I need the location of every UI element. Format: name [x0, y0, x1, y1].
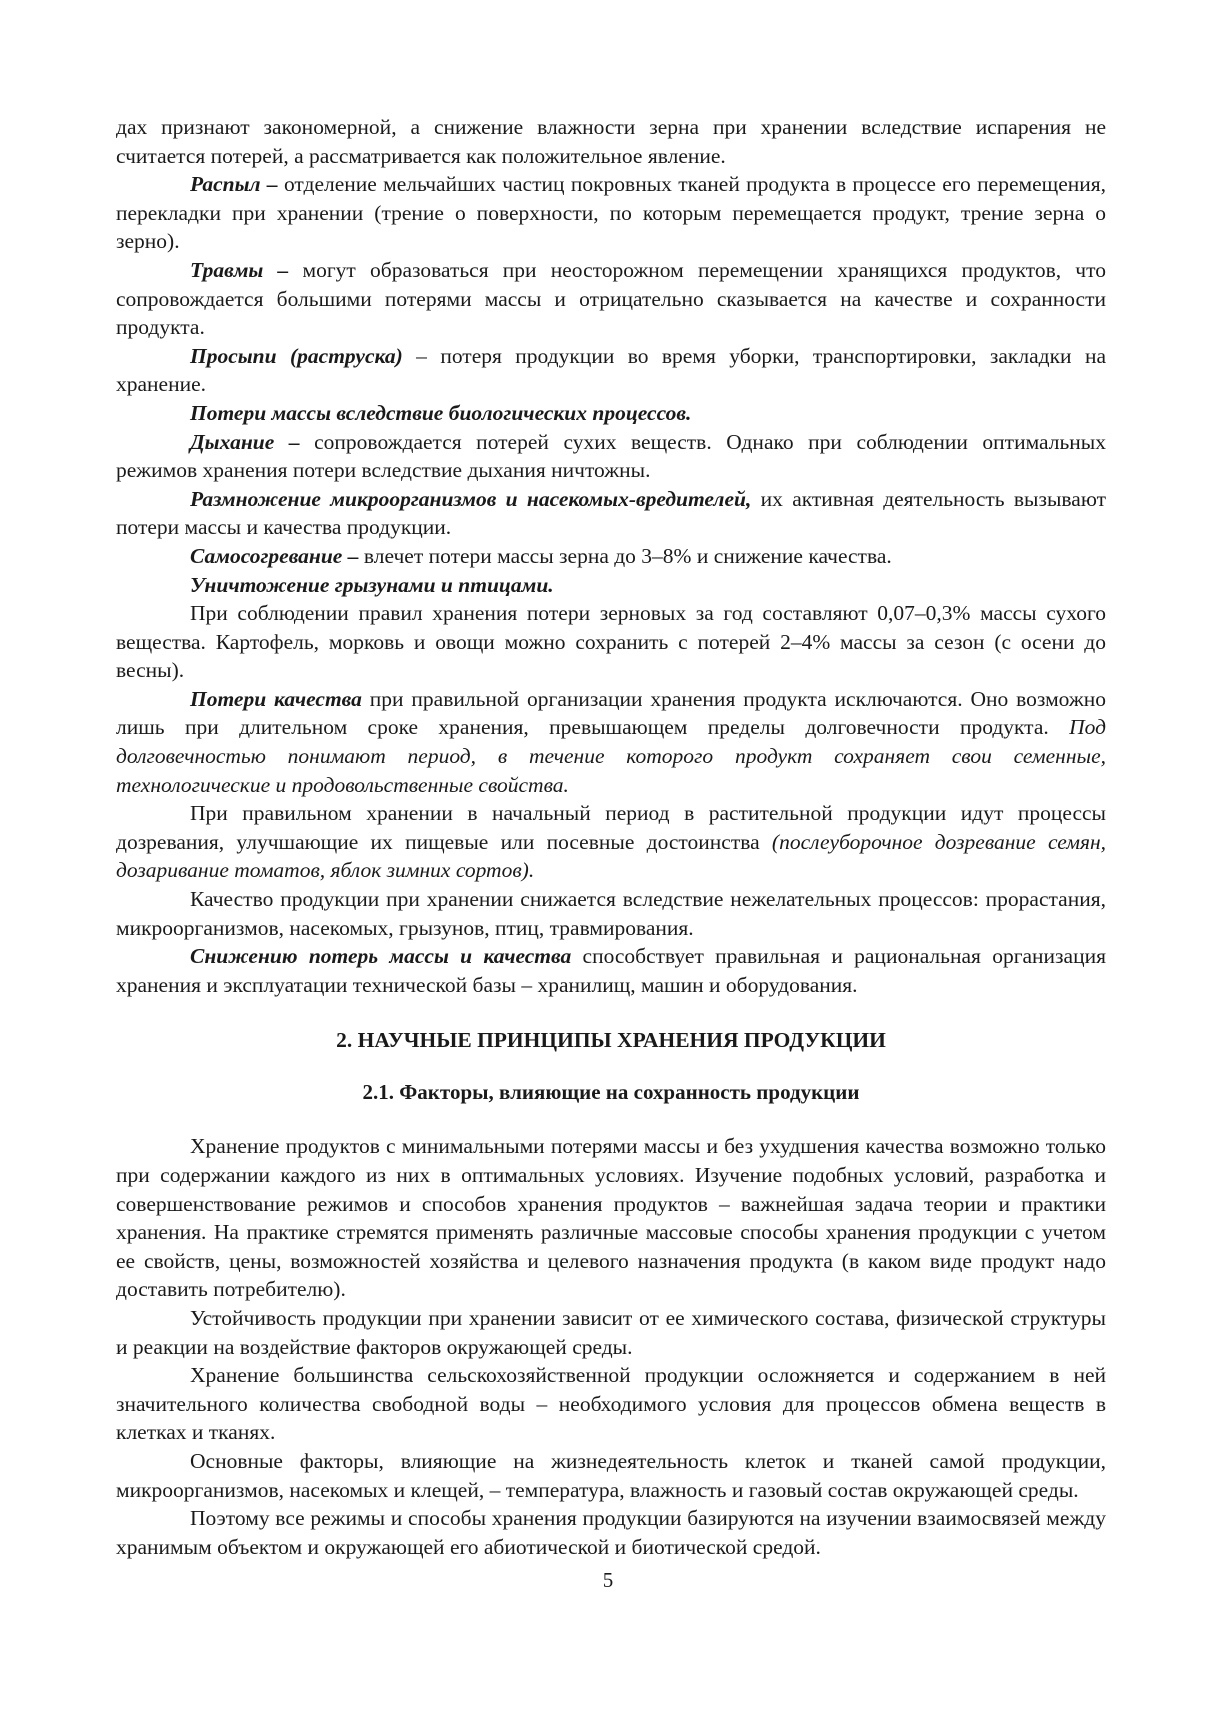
paragraph-dykhanie — [116, 428, 1106, 485]
term-dykhanie: Дыхание – — [190, 429, 300, 454]
paragraph-text: при правильной организации хранения продукта исключаются. Оно возможно лишь при длительном сроке хранения, превышающем пределы долговечности продукта. — [116, 686, 1106, 740]
term-rodents: Уничтожение грызунами и птицами. — [190, 572, 554, 597]
section-paragraph: Устойчивость продукции при хранении зависит от ее химического состава, физической структуры и реакции на воздействие факторов окружающей среды. — [116, 1305, 1106, 1359]
paragraph-text: При правильном хранении в начальный период в растительной продукции идут процессы дозревания, улучшающие их пищевые или посевные достоинства — [116, 801, 1106, 854]
paragraph-grain-losses — [116, 599, 1106, 685]
paragraph-text: отделение мельчайших частиц покровных тканей продукта в процессе его перемещения, перекладки при хранении (трение о поверхности, по которым перемещается продукт, трение зерна о зерно). — [116, 172, 1107, 254]
paragraph-text: – потеря продукции во время уборки, транспортировки, закладки на хранение. — [116, 343, 1106, 397]
paragraph-text: сопровождается потерей сухих веществ. Однако при соблюдении оптимальных режимов хранения потери вследствие дыхания ничтожны. — [116, 429, 1107, 483]
paragraph-prosypi — [116, 342, 1106, 399]
paragraph-text: При соблюдении правил хранения потери зерновых за год составляют 0,07–0,3% массы сухого вещества. Картофель, морковь и овощи можно сохранить с потерей 2–4% массы за сезон (с осени до весны). — [116, 601, 1106, 683]
paragraph-self-heating — [116, 542, 1106, 571]
paragraph-microorganisms — [116, 485, 1106, 542]
paragraph-text: могут образоваться при неосторожном перемещении хранящихся продуктов, что сопровождается большими потерями массы и отрицательно сказывается на качестве и сохранности продукта. — [116, 257, 1106, 340]
paragraph-continuation — [116, 113, 1106, 170]
page-number: 5 — [602, 1568, 614, 1592]
term-quality-losses: Потери качества — [190, 686, 362, 711]
subsection-heading: 2.1. Факторы, влияющие на сохранность продукции — [362, 1080, 860, 1105]
paragraph-text: Качество продукции при хранении снижается вследствие нежелательных процессов: прорастания, микроорганизмов, насекомых, грызунов, птиц, травмирования. — [116, 887, 1106, 940]
section-paragraph: Основные факторы, влияющие на жизнедеятельность клеток и тканей самой продукции, микроорганизмов, насекомых и клещей, – температура, влажность и газовый состав окружающей среды. — [116, 1448, 1106, 1502]
section-paragraph: Поэтому все режимы и способы хранения продукции базируются на изучении взаимосвязей между хранимым объектом и окружающей его абиотической и биотической средой. — [116, 1506, 1106, 1559]
term-raspyl: Распыл – — [190, 172, 278, 197]
paragraph-italic-text: (послеуборочное дозревание семян, дозаривание томатов, яблок зимних сортов). — [116, 829, 1107, 883]
paragraph-ripening — [116, 799, 1106, 885]
term-self-heating: Самосогревание – — [190, 543, 359, 568]
paragraph-quality-losses — [116, 685, 1106, 799]
paragraph-text: влечет потери массы зерна до 3–8% и снижение качества. — [358, 543, 892, 568]
paragraph-text: дах признают закономерной, а снижение влажности зерна при хранении вследствие испарения не считается потерей, а рассматривается как положительное явление. — [116, 115, 1106, 168]
section-paragraph: Хранение большинства сельскохозяйственной продукции осложняется и содержанием в ней значительного количества свободной воды – необходимого условия для процессов обмена веществ в клетках и тканях. — [116, 1363, 1106, 1445]
term-travmy: Травмы – — [190, 257, 289, 282]
term-bio-losses: Потери массы вследствие биологических процессов. — [190, 400, 692, 425]
term-prosypi: Просыпи (раструска) — [190, 343, 403, 368]
paragraph-text: способствует правильная и рациональная организация хранения и эксплуатации технической базы – хранилищ, машин и оборудования. — [116, 944, 1106, 997]
section-heading: 2. НАУЧНЫЕ ПРИНЦИПЫ ХРАНЕНИЯ ПРОДУКЦИИ — [336, 1028, 886, 1053]
paragraph-italic-text: Под долговечностью понимают период, в течение которого продукт сохраняет свои семенные, технологические и продовольственные свойства. — [116, 715, 1106, 797]
document-page — [116, 113, 1106, 1561]
paragraph-text: их активная деятельность вызывают потери массы и качества продукции. — [116, 486, 1106, 540]
paragraph-travmy — [116, 256, 1106, 342]
paragraph-rodents — [116, 571, 1106, 600]
paragraph-raspyl — [116, 170, 1106, 256]
term-loss-reduction: Снижению потерь массы и качества — [190, 944, 572, 969]
term-microorganisms: Размножение микроорганизмов и насекомых-вредителей, — [190, 486, 752, 511]
paragraph-quality-decrease — [116, 885, 1106, 942]
paragraph-loss-reduction — [116, 942, 1106, 999]
paragraph-bio-losses — [116, 399, 1106, 428]
section-paragraph: Хранение продуктов с минимальными потерями массы и без ухудшения качества возможно только при содержании каждого из них в оптимальных условиях. Изучение подобных условий, разработка и совершенствование режимов и способов хранения продуктов – важнейшая задача теории и практики хранения. На практике стремятся применять различные массовые способы хранения продукции с учетом ее свойств, цены, возможностей хозяйства и целевого назначения продукта (в каком виде продукт надо доставить потребителю). — [116, 1134, 1106, 1302]
